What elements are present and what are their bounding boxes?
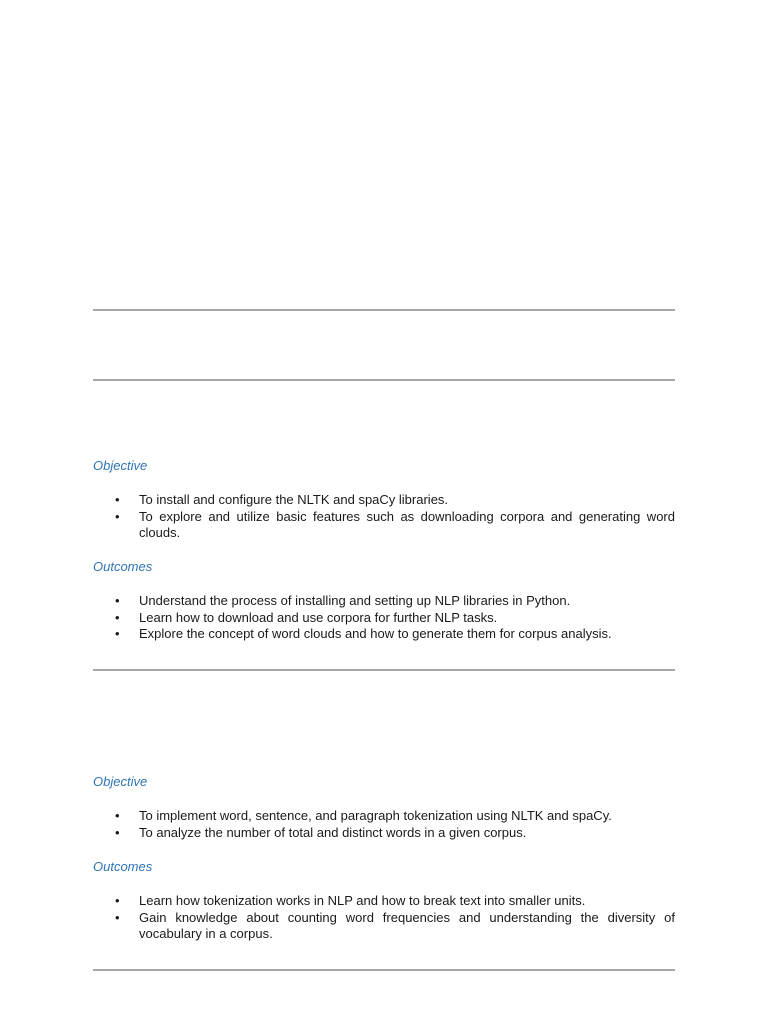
objective-heading: Objective xyxy=(93,774,148,789)
bullet-icon: • xyxy=(115,508,120,524)
horizontal-rule xyxy=(93,669,675,671)
list-item-text: Explore the concept of word clouds and how to generate them for corpus analysis. xyxy=(139,626,612,641)
bullet-icon: • xyxy=(115,492,120,507)
bullet-icon: • xyxy=(115,808,120,823)
list-item xyxy=(93,509,675,542)
bullet-icon: • xyxy=(115,609,120,625)
list-item xyxy=(93,626,675,643)
bullet-icon: • xyxy=(115,626,120,641)
list-item-text: Learn how to download and use corpora for further NLP tasks. xyxy=(139,609,498,625)
objective-heading: Objective xyxy=(93,458,148,473)
list-item-text: Understand the process of installing and setting up NLP libraries in Python. xyxy=(139,593,571,608)
list-item xyxy=(93,610,675,627)
outcomes-list xyxy=(93,593,675,643)
objective-list xyxy=(93,808,675,841)
list-item-text: Gain knowledge about counting word frequencies and understanding the diversity of vocabulary in a corpus. xyxy=(139,909,675,941)
bullet-icon: • xyxy=(115,593,120,608)
list-item xyxy=(93,808,675,825)
list-item xyxy=(93,893,675,910)
list-item-text: To analyze the number of total and distinct words in a given corpus. xyxy=(139,824,527,840)
outcomes-heading: Outcomes xyxy=(93,859,153,874)
objective-list xyxy=(93,492,675,542)
list-item-text: To explore and utilize basic features such as downloading corpora and generating word clouds. xyxy=(139,508,675,540)
bullet-icon: • xyxy=(115,824,120,840)
list-item xyxy=(93,593,675,610)
bullet-icon: • xyxy=(115,893,120,908)
outcomes-list xyxy=(93,893,675,943)
list-item-text: Learn how tokenization works in NLP and how to break text into smaller units. xyxy=(139,893,586,908)
horizontal-rule xyxy=(93,309,675,311)
outcomes-heading: Outcomes xyxy=(93,559,153,574)
list-item-text: To install and configure the NLTK and spaCy libraries. xyxy=(139,492,449,507)
list-item-text: To implement word, sentence, and paragraph tokenization using NLTK and spaCy. xyxy=(139,808,612,823)
horizontal-rule xyxy=(93,969,675,971)
list-item xyxy=(93,910,675,943)
list-item xyxy=(93,492,675,509)
list-item xyxy=(93,825,675,842)
horizontal-rule xyxy=(93,379,675,381)
bullet-icon: • xyxy=(115,909,120,925)
